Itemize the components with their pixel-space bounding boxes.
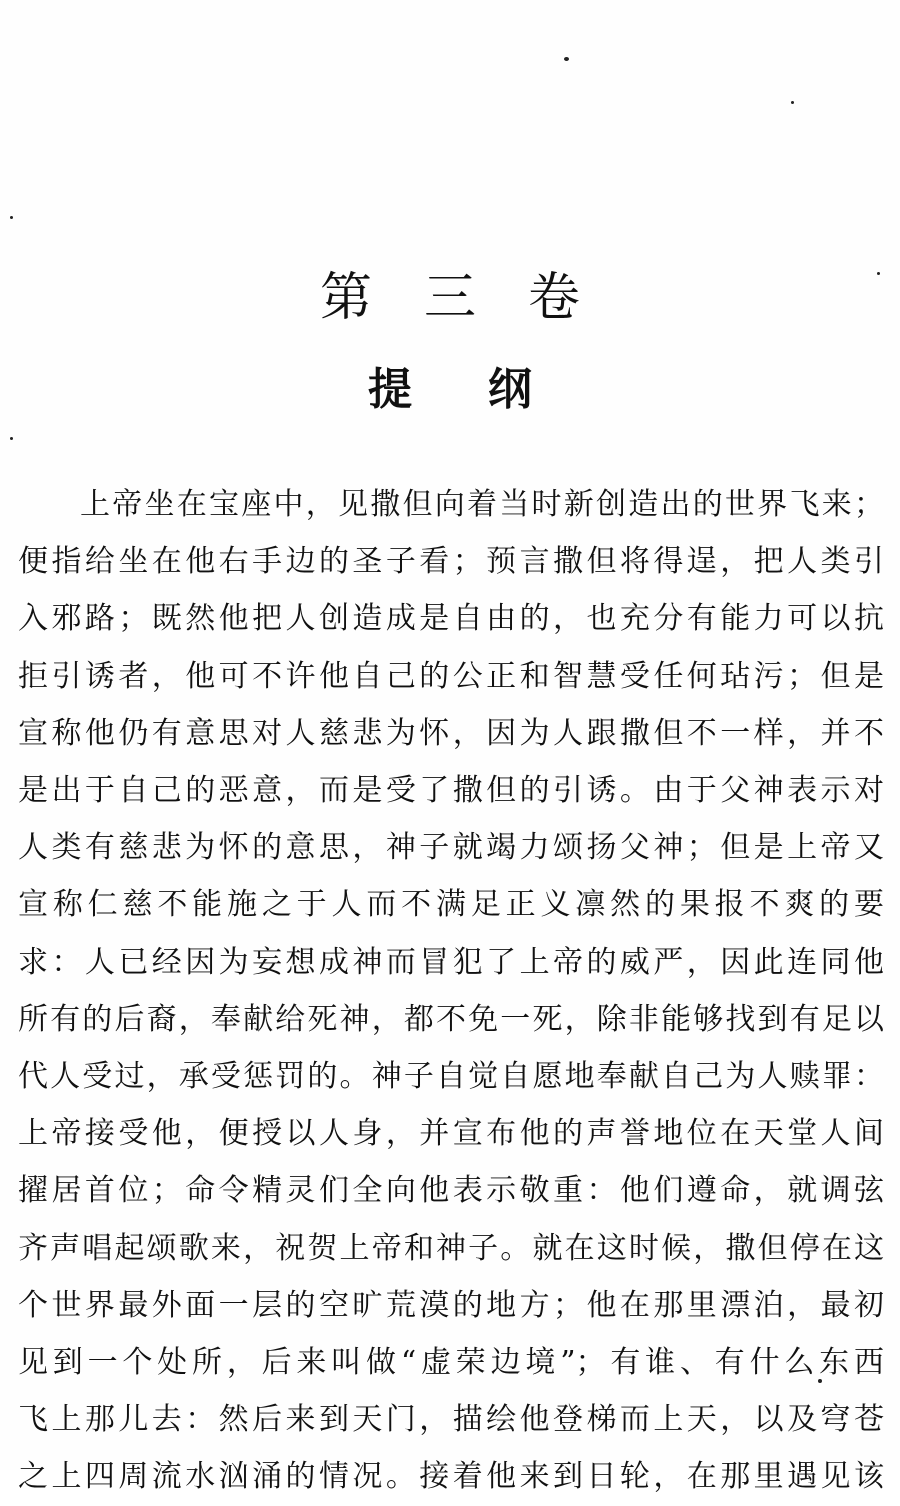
volume-title-char: 第 xyxy=(319,268,372,328)
text-line: 所有的后裔，奉献给死神，都不免一死，除非能够找到有足以 xyxy=(18,1001,884,1037)
text-line: 之上四周流水汹涌的情况。接着他来到日轮，在那里遇见该 xyxy=(18,1459,884,1495)
text-line: 见到一个处所，后来叫做“虚荣边境”；有谁、有什么东西 xyxy=(18,1345,884,1381)
text-line: 上帝接受他，便授以人身，并宣布他的声誉地位在天堂人间 xyxy=(18,1116,884,1152)
scan-speck xyxy=(564,57,569,61)
text-line: 代人受过，承受惩罚的。神子自觉自愿地奉献自己为人赎罪： xyxy=(18,1059,884,1095)
text-line: 上帝坐在宝座中，见撒但向着当时新创造出的世界飞来； xyxy=(80,487,884,522)
volume-title xyxy=(0,268,900,328)
section-title xyxy=(0,362,900,418)
synopsis-paragraph xyxy=(18,476,884,1495)
section-title-char: 纲 xyxy=(488,364,532,415)
text-line: 个世界最外面一层的空旷荒漠的地方；他在那里漂泊，最初 xyxy=(18,1287,884,1323)
text-line: 求：人已经因为妄想成神而冒犯了上帝的威严，因此连同他 xyxy=(18,944,884,980)
text-line: 飞上那儿去：然后来到天门，描绘他登梯而上天，以及穹苍 xyxy=(18,1402,884,1438)
text-line: 拒引诱者，他可不许他自己的公正和智慧受任何玷污；但是 xyxy=(18,658,884,694)
text-line: 宣称仁慈不能施之于人而不满足正义凛然的果报不爽的要 xyxy=(18,887,884,923)
text-line: 是出于自己的恶意，而是受了撒但的引诱。由于父神表示对 xyxy=(18,773,884,809)
volume-title-char: 卷 xyxy=(528,268,581,328)
section-title-char: 提 xyxy=(368,364,412,415)
scan-speck xyxy=(10,437,13,440)
text-line: 擢居首位；命令精灵们全向他表示敬重：他们遵命，就调弦 xyxy=(18,1173,884,1209)
text-line: 人类有慈悲为怀的意思，神子就竭力颂扬父神；但是上帝又 xyxy=(18,830,884,866)
text-line: 便指给坐在他右手边的圣子看；预言撒但将得逞，把人类引 xyxy=(18,544,884,580)
text-line: 齐声唱起颂歌来，祝贺上帝和神子。就在这时候，撒但停在这 xyxy=(18,1230,884,1266)
volume-title-char: 三 xyxy=(423,268,476,328)
scan-speck xyxy=(10,216,13,219)
text-line: 宣称他仍有意思对人慈悲为怀，因为人跟撒但不一样，并不 xyxy=(18,715,884,751)
scan-speck xyxy=(791,101,794,104)
text-line: 入邪路；既然他把人创造成是自由的，也充分有能力可以抗 xyxy=(18,601,884,637)
